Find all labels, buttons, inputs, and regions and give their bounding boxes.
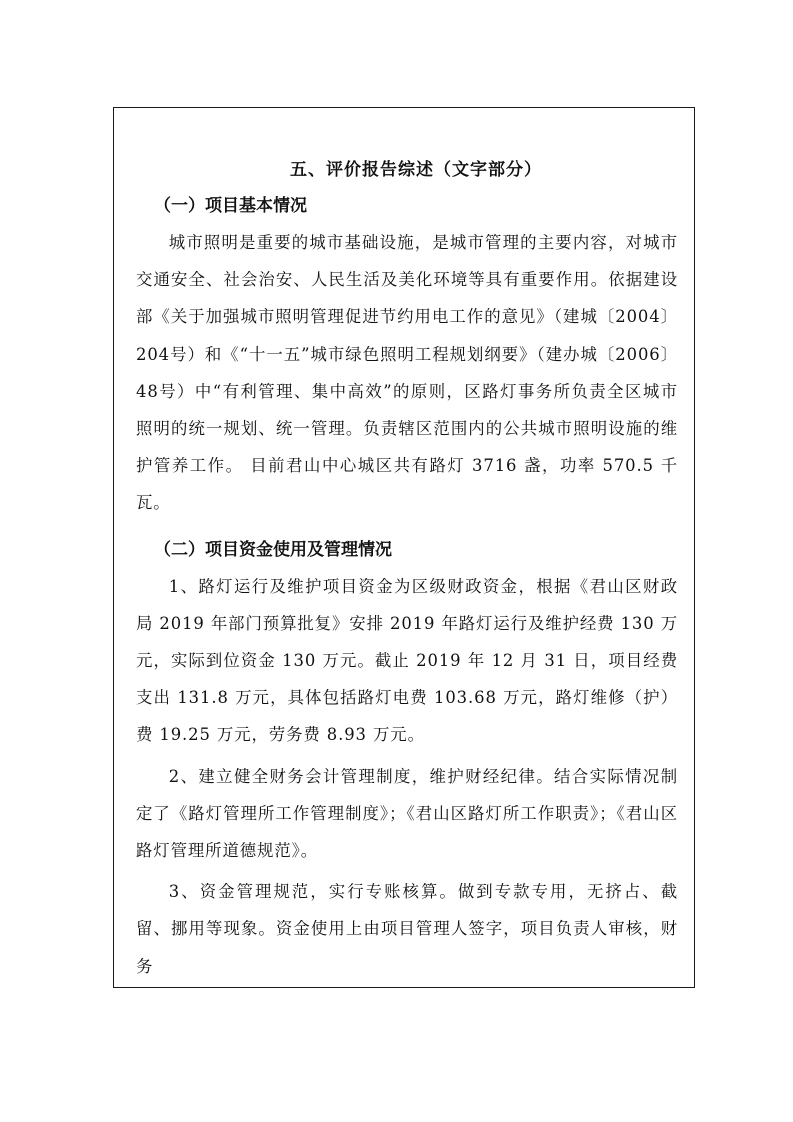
- document-body: [136, 152, 678, 985]
- section-heading-fund-management: （二）项目资金使用及管理情况: [154, 539, 392, 560]
- paragraph-fund-item-1: 1、路灯运行及维护项目资金为区级财政资金，根据《君山区财政局 2019 年部门预算批复》安排 2019 年路灯运行及维护经费 130 万元，实际到位资金 130 万元。截止 2019 年 12 月 31 日，项目经费支出 131.8 万元，具体包括路灯电费 103.68 万元，路灯维修（护）费 19.25 万元，劳务费 8.93 万元。: [136, 576, 678, 745]
- paragraph-basic-info: 城市照明是重要的城市基础设施，是城市管理的主要内容，对城市交通安全、社会治安、人民生活及美化环境等具有重要作用。依据建设部《关于加强城市照明管理促进节约用电工作的意见》（建城〔2004〕204号）和《“十一五”城市绿色照明工程规划纲要》（建办城〔2006〕48号）中“有利管理、集中高效”的原则，区路灯事务所负责全区城市照明的统一规划、统一管理。负责辖区范围内的公共城市照明设施的维护管养工作。 目前君山中心城区共有路灯 3716 盏，功率 570.5 千瓦。: [136, 233, 678, 513]
- page-title: 五、评价报告综述（文字部分）: [290, 160, 542, 180]
- paragraph-fund-item-2: 2、建立健全财务会计管理制度，维护财经纪律。结合实际情况制定了《路灯管理所工作管理制度》；《君山区路灯所工作职责》；《君山区路灯管理所道德规范》。: [136, 766, 678, 861]
- paragraph-fund-item-3: 3、资金管理规范，实行专账核算。做到专款专用，无挤占、截留、挪用等现象。资金使用上由项目管理人签字，项目负责人审核，财务: [136, 882, 678, 976]
- section-heading-basic-info: （一）项目基本情况: [154, 196, 307, 216]
